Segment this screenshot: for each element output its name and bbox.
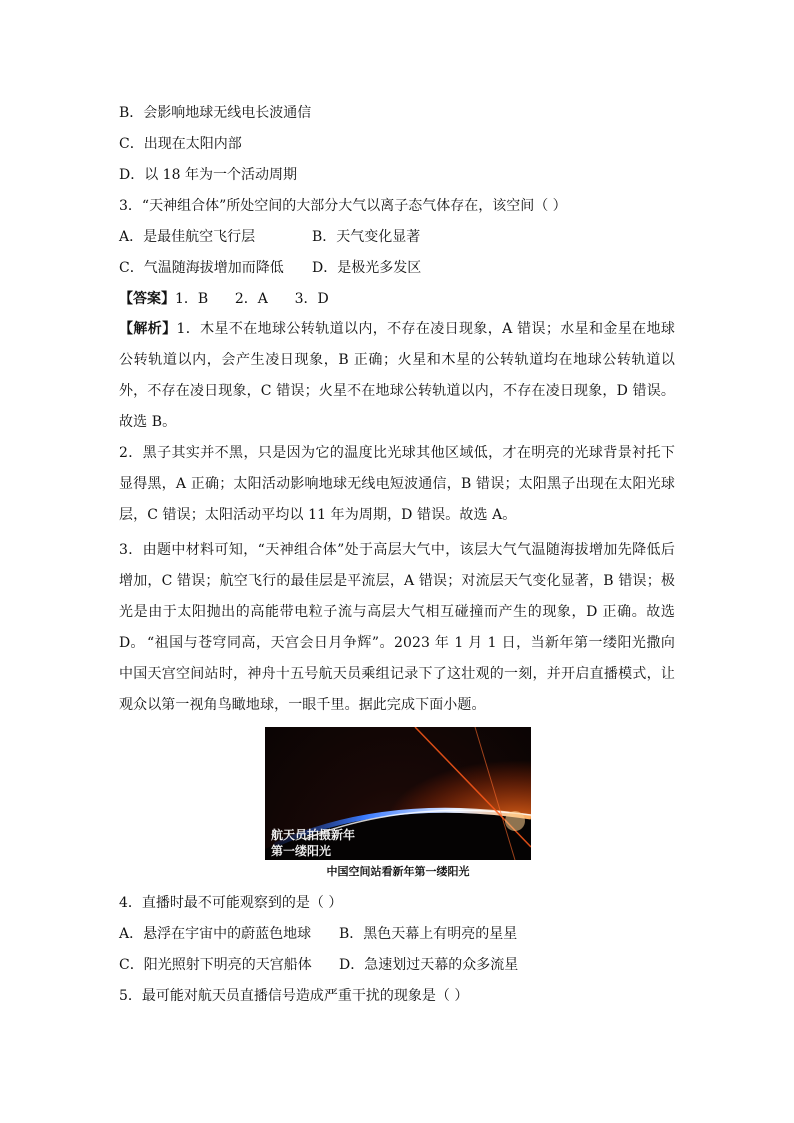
q4-options-row-2 (119, 955, 518, 975)
q4-option-b: B．黑色天幕上有明亮的星星 (339, 926, 518, 942)
analysis-text-1: 1．木星不在地球公转轨道以内，不存在凌日现象，A 错误；水星和金星在地球公转轨道以内，会产生凌日现象，B 正确；火星和木星的公转轨道均在地球公转轨道以外，不存在凌日现象，C 错误；火星不在地球公转轨道以内，不存在凌日现象，D 错误。故选 B。 (119, 321, 675, 430)
q3-option-c: C．气温随海拔增加而降低 (119, 260, 284, 276)
answer-text: 1．B 2．A 3．D (175, 291, 329, 307)
analysis-paragraph-2: 2．黑子其实并不黑，只是因为它的温度比光球其他区域低，才在明亮的光球背景衬托下显得黑，A 正确；太阳活动影响地球无线电短波通信，B 错误；太阳黑子出现在太阳光球层，C 错误；太阳活动平均以 11 年为周期，D 错误。故选 A。 (119, 445, 675, 523)
answer-line (119, 289, 329, 309)
material-paragraph: “祖国与苍穹同高，天宫会日月争辉”。2023 年 1 月 1 日，当新年第一缕阳光撒向中国天宫空间站时，神舟十五号航天员乘组记录下了这壮观的一刻，并开启直播模式，让观众以第一视角鸟瞰地球，一眼千里。据此完成下面小题。 (119, 635, 675, 713)
answer-label: 【答案】 (119, 291, 175, 307)
q4-options-row-1 (119, 924, 517, 944)
photo-overlay-line-1: 航天员拍摄新年 (271, 828, 356, 842)
q2-option-c: C．出现在太阳内部 (119, 136, 242, 152)
q3-option-a: A．是最佳航空飞行层 (119, 229, 256, 245)
q4-option-c: C．阳光照射下明亮的天宫船体 (119, 957, 312, 973)
analysis-paragraph-3: 3．由题中材料可知，“天神组合体”处于高层大气中，该层大气气温随海拔增加先降低后增加，C 错误；航空飞行的最佳层是平流层，A 错误；对流层天气变化显著，B 错误；极光是由于太阳抛出的高能带电粒子流与高层大气相互碰撞而产生的现象，D 正确。故选 D。 (119, 542, 675, 651)
q4-option-d: D．急速划过天幕的众多流星 (339, 957, 519, 973)
figure-caption: 中国空间站看新年第一缕阳光 (326, 865, 470, 878)
earth-sunrise-photo (265, 727, 531, 860)
q4-option-a: A．悬浮在宇宙中的蔚蓝色地球 (119, 926, 312, 942)
q3-options-row-1 (119, 227, 420, 247)
question-5: 5．最可能对航天员直播信号造成严重干扰的现象是（ ） (119, 988, 469, 1004)
analysis-paragraph-1 (119, 314, 675, 438)
photo-overlay-line-2: 第一缕阳光 (271, 844, 332, 858)
q2-option-d: D．以 18 年为一个活动周期 (119, 167, 297, 183)
question-3: 3．“天神组合体”所处空间的大部分大气以离子态气体存在，该空间（ ） (119, 198, 567, 214)
q3-option-d: D．是极光多发区 (312, 260, 422, 276)
analysis-label: 【解析】 (119, 321, 177, 337)
q2-option-b: B．会影响地球无线电长波通信 (119, 105, 312, 121)
q3-options-row-2 (119, 258, 421, 278)
q3-option-b: B．天气变化显著 (312, 229, 421, 245)
question-4: 4．直播时最不可能观察到的是（ ） (119, 895, 343, 911)
